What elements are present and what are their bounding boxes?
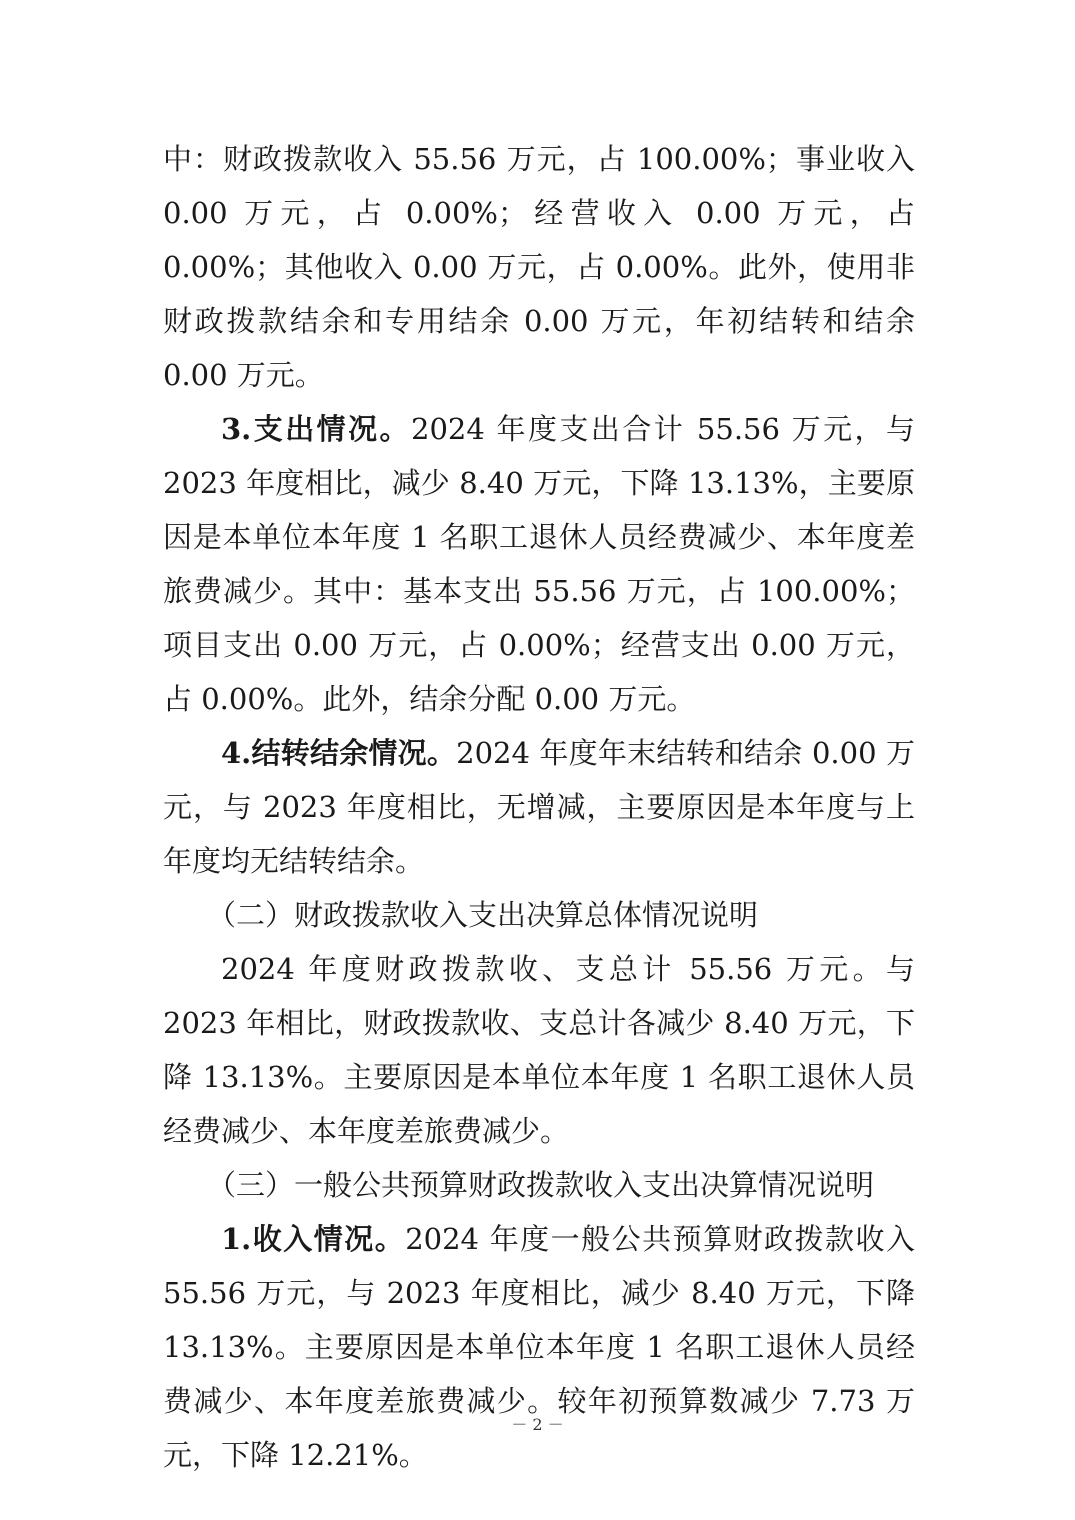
section-heading-general-budget: （三）一般公共预算财政拨款收入支出决算情况说明 [207,1168,875,1202]
document-body [163,132,915,1482]
paragraph-text: 2024 年度年末结转和结余 0.00 万元，与 2023 年度相比，无增减，主要原因是本年度与上年度均无结转结余。 [163,736,915,878]
paragraph-lead: 4.结转结余情况。 [221,736,457,770]
paragraph-fiscal-overall [163,942,915,1158]
paragraph-carryover [163,726,915,888]
paragraph-text: 2024 年度财政拨款收、支总计 55.56 万元。与 2023 年相比，财政拨款收、支总计各减少 8.40 万元，下降 13.13%。主要原因是本单位本年度 1 名职工退休人员经费减少、本年度差旅费减少。 [163,952,915,1148]
paragraph-expenditure [163,402,915,726]
paragraph-text: 2024 年度支出合计 55.56 万元，与 2023 年度相比，减少 8.40 万元，下降 13.13%，主要原因是本单位本年度 1 名职工退休人员经费减少、本年度差旅费减少。其中：基本支出 55.56 万元，占 100.00%；项目支出 0.00 万元，占 0.00%；经营支出 0.00 万元，占 0.00%。此外，结余分配 0.00 万元。 [163,412,915,716]
paragraph-general-budget-income [163,1212,915,1482]
paragraph-income-continued [163,132,915,402]
page-number: － 2 － [511,1415,564,1434]
paragraph-text: 中：财政拨款收入 55.56 万元，占 100.00%；事业收入 0.00 万元，占 0.00%；经营收入 0.00 万元，占 0.00%；其他收入 0.00 万元，占 0.00%。此外，使用非财政拨款结余和专用结余 0.00 万元，年初结转和结余 0.00 万元。 [163,142,915,392]
paragraph-lead: 3.支出情况。 [221,412,412,446]
section-heading-fiscal-overall: （二）财政拨款收入支出决算总体情况说明 [207,898,759,932]
paragraph-text: 2024 年度一般公共预算财政拨款收入 55.56 万元，与 2023 年度相比，减少 8.40 万元，下降 13.13%。主要原因是本单位本年度 1 名职工退休人员经费减少、本年度差旅费减少。较年初预算数减少 7.73 万元，下降 12.21%。 [163,1222,915,1472]
paragraph-lead: 1.收入情况。 [221,1222,406,1256]
